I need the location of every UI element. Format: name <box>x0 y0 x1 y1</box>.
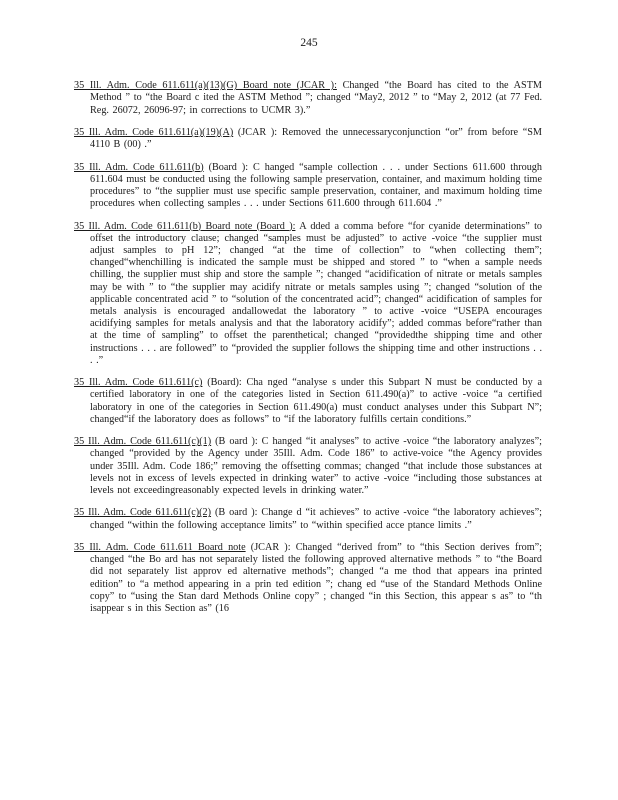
entry-citation: 35 Ill. Adm. Code 611.611(a)(19)(A) <box>74 126 234 138</box>
amendment-list <box>74 70 542 623</box>
entry-text: (JCAR ): Removed the unnecessaryconjunction “or” from before “SM 4110 B (00) .” <box>90 126 542 151</box>
entry-text: A dded a comma before “for cyanide determinations” to offset the introductory clause; changed “samples must be adjusted” to active -voice “the supplier must adjust samples to pH 12”; changed “at the time of collection” to “when collecting them”; changed“whenchilling is indicated the sample must be shipped and stored ” to “when a sample needs chilling, the supplier must ship and store the sample ”; changed “acidification of nitrate or metals samples may be with ” to “the supplier may acidify nitrate or metals samples using ”; changed “solution of the applicable concentrated acid ” to “solution of the concentrated acid”; changed“ acidification of samples for metals analysis is encouraged andallowedat the laboratory ” to active -voice “USEPA encourages acidifying samples for metals analysis and that the laboratory acidify”; added commas before“rather than at the time of sampling” to offset the parenthetical; changed “providedthe shipping time and other instructions . . . are followed” to “provided the supplier follows the shipping time and other instructions . . . .” <box>90 220 542 366</box>
entry-citation: 35 Ill. Adm. Code 611.611(c)(1) <box>74 436 212 448</box>
entry-citation: 35 Ill. Adm. Code 611.611(c) <box>74 377 203 389</box>
entry-citation: 35 Ill. Adm. Code 611.611(b) <box>74 161 204 173</box>
entry-text: (B oard ): Change d “it achieves” to active -voice “the laboratory achieves”; changed “within the following acceptance limits” to “within specified acce ptance limits .” <box>90 507 542 531</box>
entry-citation: 35 Ill. Adm. Code 611.611(a)(13)(G) Board note (JCAR ): <box>74 80 337 92</box>
entry-citation: 35 Ill. Adm. Code 611.611(b) Board note (Board ): <box>74 220 296 232</box>
entry-citation: 35 Ill. Adm. Code 611.611 Board note <box>74 542 246 553</box>
page-number: 245 <box>300 37 318 49</box>
amendment-entry <box>74 377 542 426</box>
amendment-entry <box>74 127 542 151</box>
amendment-entry <box>74 542 542 615</box>
entry-text: Changed “the Board has cited to the ASTM Method ” to “the Board c ited the ASTM Method ”; changed “May2, 2012 ” to “May 2, 2012 (at 77 Fed. Reg. 26072, 26096-97; in corrections to UCMR 3).” <box>90 80 542 116</box>
amendment-entry <box>74 221 542 367</box>
amendment-entry <box>74 80 542 117</box>
entry-citation: 35 Ill. Adm. Code 611.611(c)(2) <box>74 507 212 519</box>
entry-text: (Board ): C hanged “sample collection . . . under Sections 611.600 through 611.604 must be conducted using the following sample preservation, container, and maximum holding time procedures” to “the supplier must use specific sample preservation, container, and maximum holding time procedures when collecting samples . . . under Sections 611.600 through 611.604 .” <box>90 161 542 210</box>
amendment-entry <box>74 162 542 211</box>
entry-text: (B oard ): C hanged “it analyses” to active -voice “the laboratory analyzes”; changed “provided by the Agency under 35Ill. Adm. Code 186” to active-voice “the Agency provides under 35Ill. Adm. Code 186;” removing the offsetting commas; changed “that include those substances at levels not in excess of levels expected in drinking water” to active -voice “including those substances at levels not exceedingreasonably expected levels in drinking water.” <box>90 436 542 497</box>
amendment-entry <box>74 507 542 531</box>
amendment-entry <box>74 436 542 497</box>
entry-text: (JCAR ): Changed “derived from” to “this Section derives from”; changed “the Bo ard has not separately listed the following approved alternative methods ” to “the Board did not separately list approv ed alternative methods”; changed “a me thod that appears ina printed edition” to “a method appearing in a prin ted edition ”; chang ed “use of the Standard Methods Online copy” to “using the Stan dard Methods Online copy” ; changed “in this Section, this appear s as” to “th isappear s in this Section as” (16 <box>90 542 542 615</box>
entry-text: (Board): Cha nged “analyse s under this Subpart N must be conducted by a certified laboratory in one of the categories listed in Section 611.490(a)” to active -voice “a certified laboratory in one of the categories in Section 611.490(a) must conduct analyses under this Subpart N”; changed“if the laboratory does as follows” to “if the laboratory fulfills certain conditions.” <box>90 377 542 425</box>
